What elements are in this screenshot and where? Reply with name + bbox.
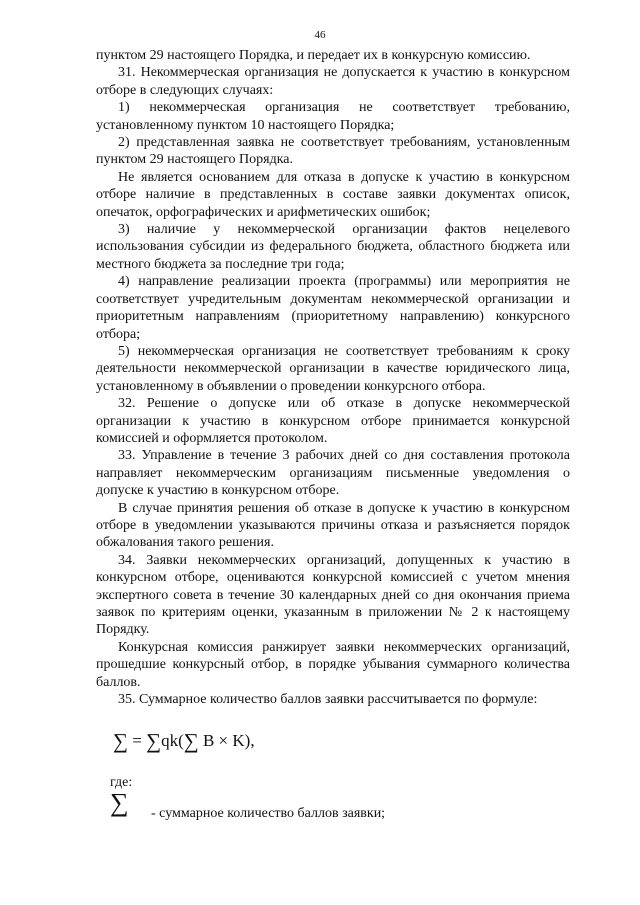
document-body xyxy=(96,47,570,708)
paragraph-no-refusal-basis: Не является основанием для отказа в допуске к участию в конкурсном отборе наличие в представленных в составе заявки документах описок, опечаток, орфографических и арифметических ошибок; xyxy=(96,169,570,220)
formula-sum-symbol: ∑ xyxy=(113,729,128,753)
paragraph-ranking: Конкурсная комиссия ранжирует заявки некоммерческих организаций, прошедшие конкурсный отбор, в порядке убывания суммарного количества баллов. xyxy=(96,639,570,690)
where-label: где: xyxy=(110,775,133,790)
paragraph: пунктом 29 настоящего Порядка, и передает их в конкурсную комиссию. xyxy=(96,48,531,63)
paragraph-31-item-5: 5) некоммерческая организация не соответствует требованиям к сроку деятельности некоммерческой организации в качестве юридического лица, установленному в объявлении о проведении конкурсного отбора. xyxy=(96,343,570,394)
paragraph-33: 33. Управление в течение 3 рабочих дней со дня составления протокола направляет некоммерческим организациям письменные уведомления о допуске к участию в конкурсном отборе. xyxy=(96,448,570,499)
sigma-definition: - суммарное количество баллов заявки; xyxy=(151,806,386,821)
paragraph-31-item-1: 1) некоммерческая организация не соответствует требованию, установленному пунктом 10 настоящего Порядка; xyxy=(96,100,570,133)
paragraph-refusal-notice: В случае принятия решения об отказе в допуске к участию в конкурсном отборе в уведомлении указываются причины отказа и разъясняется порядок обжалования такого решения. xyxy=(96,500,570,551)
paragraph-35: 35. Суммарное количество баллов заявки рассчитывается по формуле: xyxy=(118,692,538,708)
paragraph-31: 31. Некоммерческая организация не допускается к участию в конкурсном отборе в следующих случаях: xyxy=(96,65,570,98)
formula-equals: = xyxy=(132,731,142,750)
paragraph-31-item-3: 3) наличие у некоммерческой организации фактов нецелевого использования субсидии из федерального бюджета, областного бюджета или местного бюджета за последние три года; xyxy=(96,222,570,272)
paragraph-31-item-4: 4) направление реализации проекта (программы) или мероприятия не соответствует учредительным документам некоммерческой организации и приоритетным направлениям (приоритетному направлению) конкурсного отбора; xyxy=(96,274,570,342)
formula-qk: qk( xyxy=(161,731,184,750)
formula-sum-symbol-3: ∑ xyxy=(183,729,199,753)
sigma-symbol: ∑ xyxy=(110,788,129,817)
paragraph-32: 32. Решение о допуске или об отказе в допуске некоммерческой организации к участию в конкурсном отборе принимается конкурсной комиссией и оформляется протоколом. xyxy=(96,396,570,446)
page-number: 46 xyxy=(314,29,326,41)
formula-sum-symbol-2: ∑ xyxy=(146,729,162,753)
paragraph-31-item-2: 2) представленная заявка не соответствует требованиям, установленным пунктом 29 настоящего Порядка. xyxy=(96,135,570,168)
paragraph-34: 34. Заявки некоммерческих организаций, допущенных к участию в конкурсном отборе, оцениваются конкурсной комиссией с учетом мнения экспертного совета в течение 30 календарных дней со дня окончания приема заявок по критериям оценки, указанным в приложении № 2 к настоящему Порядку. xyxy=(96,552,570,638)
formula-bk: B × K), xyxy=(202,731,255,750)
score-formula xyxy=(113,731,255,751)
